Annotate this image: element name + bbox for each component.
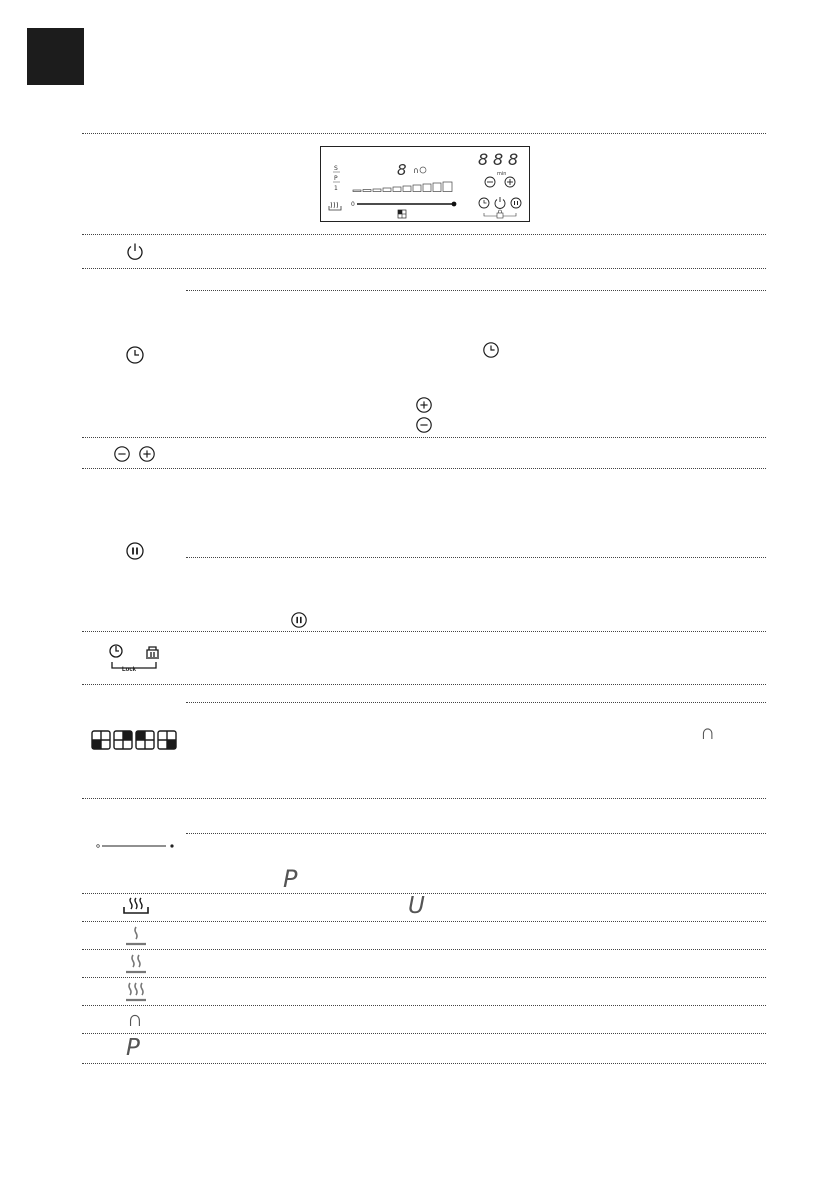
keep-warm-symbol-inline: U xyxy=(408,893,425,919)
chapter-tab-marker xyxy=(27,28,84,85)
plus-icon xyxy=(138,445,156,463)
rule xyxy=(82,468,766,469)
rule xyxy=(82,977,766,978)
lock-icon xyxy=(106,642,166,676)
heat-level-2-icon xyxy=(124,953,148,975)
rule xyxy=(82,133,766,134)
rule xyxy=(82,798,766,799)
keep-warm-icon xyxy=(122,897,150,915)
slider-end-dot xyxy=(452,202,457,207)
zone-display-digit: 8 xyxy=(397,161,407,179)
rule xyxy=(82,684,766,685)
slider-icon xyxy=(96,841,176,851)
pause-icon-inline xyxy=(290,611,308,629)
power-boost-icon: P xyxy=(126,1035,140,1061)
zone-selector-icon xyxy=(91,730,179,750)
heat-level-1-icon xyxy=(124,925,148,947)
timer-display xyxy=(478,150,518,169)
timer-icon xyxy=(125,345,145,365)
plus-icon-inline xyxy=(415,396,433,414)
lock-caption: Lock xyxy=(122,667,137,673)
rule xyxy=(186,290,766,291)
rule xyxy=(82,631,766,632)
rule xyxy=(82,949,766,950)
power-boost-symbol-inline: P xyxy=(283,865,298,893)
minus-icon-inline xyxy=(415,416,433,434)
rule xyxy=(82,268,766,269)
rule xyxy=(186,557,766,558)
pot-symbol-small: ∩ xyxy=(413,166,419,175)
timer-icon-inline xyxy=(482,341,500,359)
control-panel-illustration xyxy=(320,146,530,222)
pot-symbol-inline: ∩ xyxy=(700,721,716,744)
power-icon xyxy=(125,242,145,262)
timer-digit-1: 8 xyxy=(478,150,489,169)
svg-text:P: P xyxy=(334,175,338,182)
slider-start-label: 0 xyxy=(351,201,355,208)
rule xyxy=(82,921,766,922)
timer-digit-2: 8 xyxy=(493,150,504,169)
rule xyxy=(82,1005,766,1006)
heat-level-3-icon xyxy=(124,981,148,1003)
rule xyxy=(186,702,766,703)
rule xyxy=(82,1063,766,1064)
timer-unit-label: min xyxy=(497,171,507,177)
rule xyxy=(82,1033,766,1034)
svg-text:S: S xyxy=(334,165,338,172)
rule xyxy=(82,437,766,438)
timer-digit-3: 8 xyxy=(508,150,519,169)
pot-detection-icon: ∩ xyxy=(127,1006,143,1031)
rule xyxy=(82,234,766,235)
rule xyxy=(186,833,766,834)
minus-icon xyxy=(113,445,131,463)
pause-icon xyxy=(125,541,145,561)
svg-text:1: 1 xyxy=(334,185,338,192)
